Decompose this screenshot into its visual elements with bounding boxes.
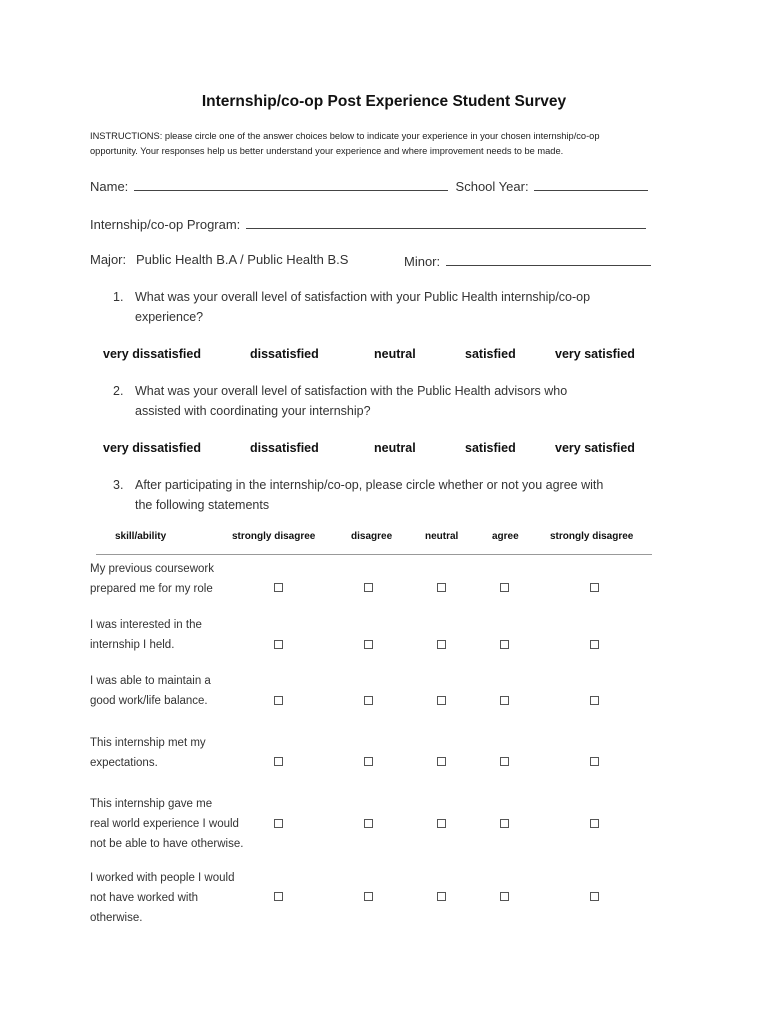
table-row-label: I was able to maintain a good work/life balance.: [90, 675, 211, 707]
name-label: Name:: [90, 179, 129, 194]
question-text: After participating in the internship/co-op, please circle whether or not you agree with the following statements: [135, 478, 604, 512]
program-blank[interactable]: [246, 215, 646, 229]
checkbox[interactable]: [274, 583, 283, 592]
table-row-label: My previous coursework prepared me for my role: [90, 563, 214, 595]
minor-blank[interactable]: [446, 252, 651, 266]
scale-option-very-satisfied[interactable]: very satisfied: [555, 347, 635, 361]
column-header-neutral: neutral: [425, 531, 459, 542]
school-year-blank[interactable]: [534, 177, 648, 191]
checkbox[interactable]: [274, 819, 283, 828]
checkbox[interactable]: [364, 696, 373, 705]
scale-option-satisfied[interactable]: satisfied: [465, 347, 516, 361]
checkbox[interactable]: [274, 696, 283, 705]
checkbox[interactable]: [590, 757, 599, 766]
checkbox[interactable]: [500, 757, 509, 766]
question-number: 2.: [113, 384, 124, 398]
checkbox[interactable]: [590, 640, 599, 649]
question-text: What was your overall level of satisfaction with the Public Health advisors who assisted with coordinating your internship?: [135, 384, 568, 418]
scale-option-dissatisfied[interactable]: dissatisfied: [250, 441, 319, 455]
checkbox[interactable]: [500, 696, 509, 705]
table-row-label: This internship met my expectations.: [90, 737, 206, 769]
instructions-label: INSTRUCTIONS:: [90, 131, 163, 141]
checkbox[interactable]: [590, 892, 599, 901]
checkbox[interactable]: [364, 892, 373, 901]
checkbox[interactable]: [274, 757, 283, 766]
minor-label: Minor:: [404, 254, 441, 269]
checkbox[interactable]: [500, 819, 509, 828]
checkbox[interactable]: [437, 819, 446, 828]
checkbox[interactable]: [590, 819, 599, 828]
checkbox[interactable]: [274, 640, 283, 649]
table-row-label: This internship gave me real world experience I would not be able to have otherwise.: [90, 798, 244, 850]
checkbox[interactable]: [364, 640, 373, 649]
checkbox[interactable]: [500, 640, 509, 649]
table-row-label: I worked with people I would not have worked with otherwise.: [90, 872, 235, 924]
program-label: Internship/co-op Program:: [90, 217, 241, 232]
checkbox[interactable]: [364, 819, 373, 828]
page-title: Internship/co-op Post Experience Student Survey: [201, 93, 567, 110]
scale-option-neutral[interactable]: neutral: [374, 347, 416, 361]
school-year-label: School Year:: [455, 179, 529, 194]
checkbox[interactable]: [437, 757, 446, 766]
program-row: [90, 215, 646, 232]
table-row-label: I was interested in the internship I held.: [90, 619, 202, 651]
major-label: Major:: [90, 252, 127, 267]
scale-option-very-dissatisfied[interactable]: very dissatisfied: [103, 441, 201, 455]
question-number: 3.: [113, 478, 124, 492]
instructions-line2: opportunity. Your responses help us better understand your experience and where improvement needs to be made.: [90, 146, 564, 156]
checkbox[interactable]: [437, 696, 446, 705]
scale-option-dissatisfied[interactable]: dissatisfied: [250, 347, 319, 361]
checkbox[interactable]: [364, 583, 373, 592]
checkbox[interactable]: [437, 640, 446, 649]
instructions-line1: please circle one of the answer choices below to indicate your experience in your chosen internship/co-op: [164, 131, 600, 141]
instructions: [90, 129, 660, 159]
name-row: [90, 177, 648, 194]
question-text: What was your overall level of satisfaction with your Public Health internship/co-op experience?: [135, 290, 591, 324]
checkbox[interactable]: [274, 892, 283, 901]
column-header-agree: agree: [492, 531, 519, 542]
checkbox[interactable]: [590, 583, 599, 592]
table-header-divider: [96, 554, 652, 555]
question-number: 1.: [113, 290, 124, 304]
column-header-strongly-disagree: strongly disagree: [232, 531, 316, 542]
checkbox[interactable]: [437, 892, 446, 901]
checkbox[interactable]: [590, 696, 599, 705]
scale-option-neutral[interactable]: neutral: [374, 441, 416, 455]
checkbox[interactable]: [500, 583, 509, 592]
column-header-disagree: disagree: [351, 531, 393, 542]
minor-row: [404, 252, 651, 269]
scale-option-satisfied[interactable]: satisfied: [465, 441, 516, 455]
column-header-skill: skill/ability: [115, 531, 167, 542]
checkbox[interactable]: [364, 757, 373, 766]
checkbox[interactable]: [437, 583, 446, 592]
major-value: Public Health B.A / Public Health B.S: [136, 252, 349, 267]
name-blank[interactable]: [134, 177, 448, 191]
checkbox[interactable]: [500, 892, 509, 901]
scale-option-very-satisfied[interactable]: very satisfied: [555, 441, 635, 455]
column-header-strongly-agree: strongly disagree: [550, 531, 634, 542]
scale-option-very-dissatisfied[interactable]: very dissatisfied: [103, 347, 201, 361]
